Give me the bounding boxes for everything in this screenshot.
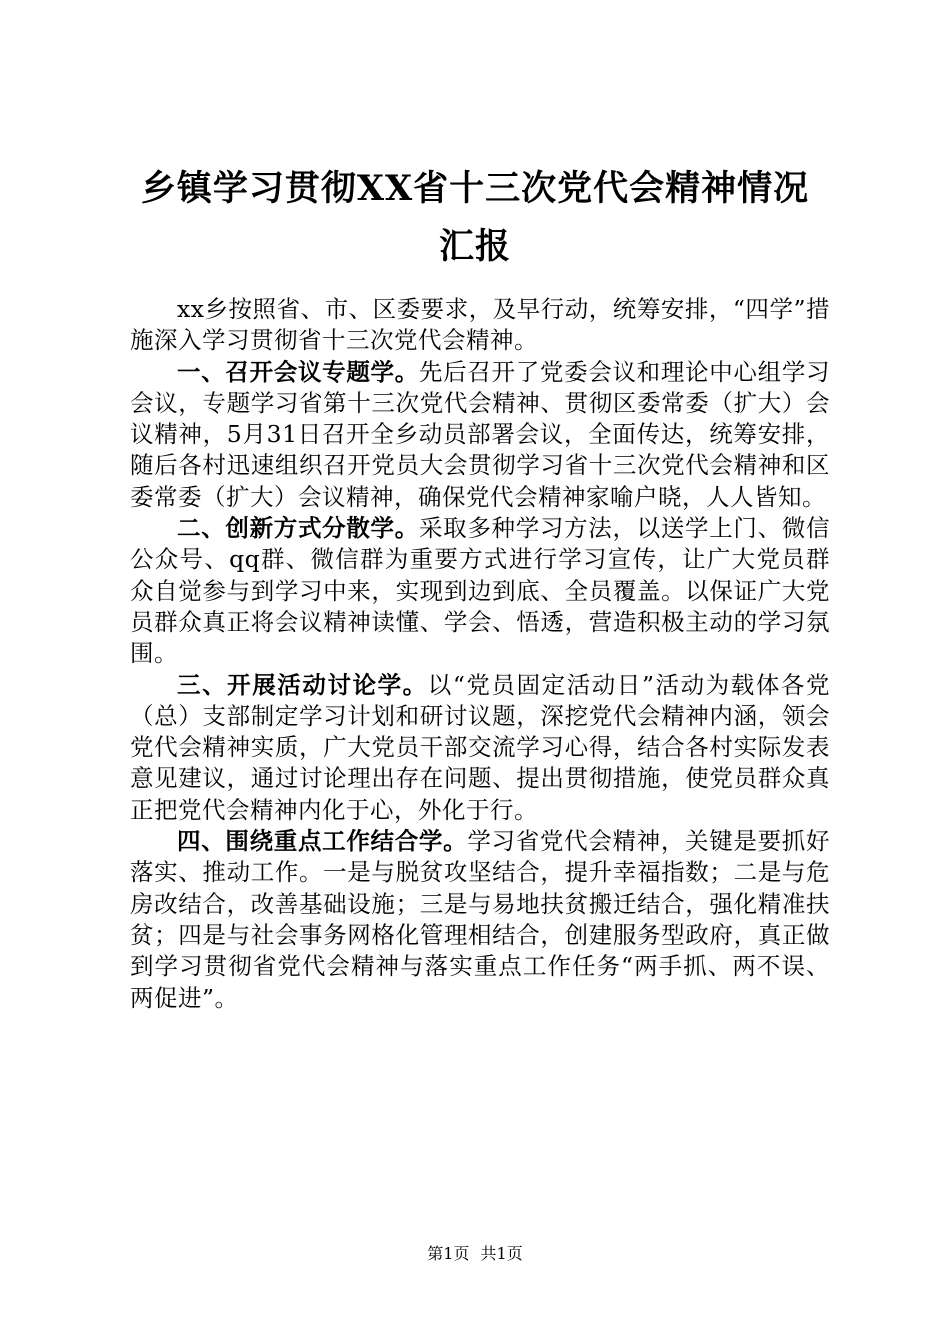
document-title: 乡镇学习贯彻XX省十三次党代会精神情况汇报 [140, 168, 810, 267]
section-paragraph-4 [130, 826, 830, 1014]
section-paragraph-3 [130, 670, 830, 826]
document-body [130, 294, 830, 1014]
section-heading-2: 二、创新方式分散学。 [177, 514, 419, 543]
section-text-1: 先后召开了党委会议和理论中心组学习会议，专题学习省第十三次党代会精神、贯彻区委常委（扩大）会议精神，5月31日召开全乡动员部署会议，全面传达，统筹安排，随后各村迅速组织召开党员大会贯彻学习省十三次党代会精神和区委常委（扩大）会议精神，确保党代会精神家喻户晓，人人皆知。 [130, 357, 831, 511]
section-heading-3: 三、开展活动讨论学。 [177, 670, 428, 699]
section-paragraph-1 [130, 357, 830, 513]
section-text-2: 采取多种学习方法，以送学上门、微信公众号、qq群、微信群为重要方式进行学习宣传，让广大党员群众自觉参与到学习中来，实现到边到底、全员覆盖。以保证广大党员群众真正将会议精神读懂、学会、悟透，营造积极主动的学习氛围。 [130, 514, 831, 668]
section-paragraph-2 [130, 513, 830, 669]
intro-paragraph: xx乡按照省、市、区委要求，及早行动，统筹安排，“四学”措施深入学习贯彻省十三次党代会精神。 [130, 295, 830, 355]
section-heading-4: 四、围绕重点工作结合学。 [177, 827, 468, 856]
section-text-4: 学习省党代会精神，关键是要抓好落实、推动工作。一是与脱贫攻坚结合，提升幸福指数；二是与危房改结合，改善基础设施；三是与易地扶贫搬迁结合，强化精准扶贫；四是与社会事务网格化管理相结合，创建服务型政府，真正做到学习贯彻省党代会精神与落实重点工作任务“两手抓、两不误、两促进”。 [130, 827, 831, 1012]
page-number-footer: 第1页 共1页 [427, 1244, 523, 1263]
section-heading-1: 一、召开会议专题学。 [177, 357, 419, 386]
section-text-3: 以“党员固定活动日”活动为载体各党（总）支部制定学习计划和研讨议题，深挖党代会精神内涵，领会党代会精神实质，广大党员干部交流学习心得，结合各村实际发表意见建议，通过讨论理出存在问题、提出贯彻措施，使党员群众真正把党代会精神内化于心，外化于行。 [130, 670, 831, 824]
